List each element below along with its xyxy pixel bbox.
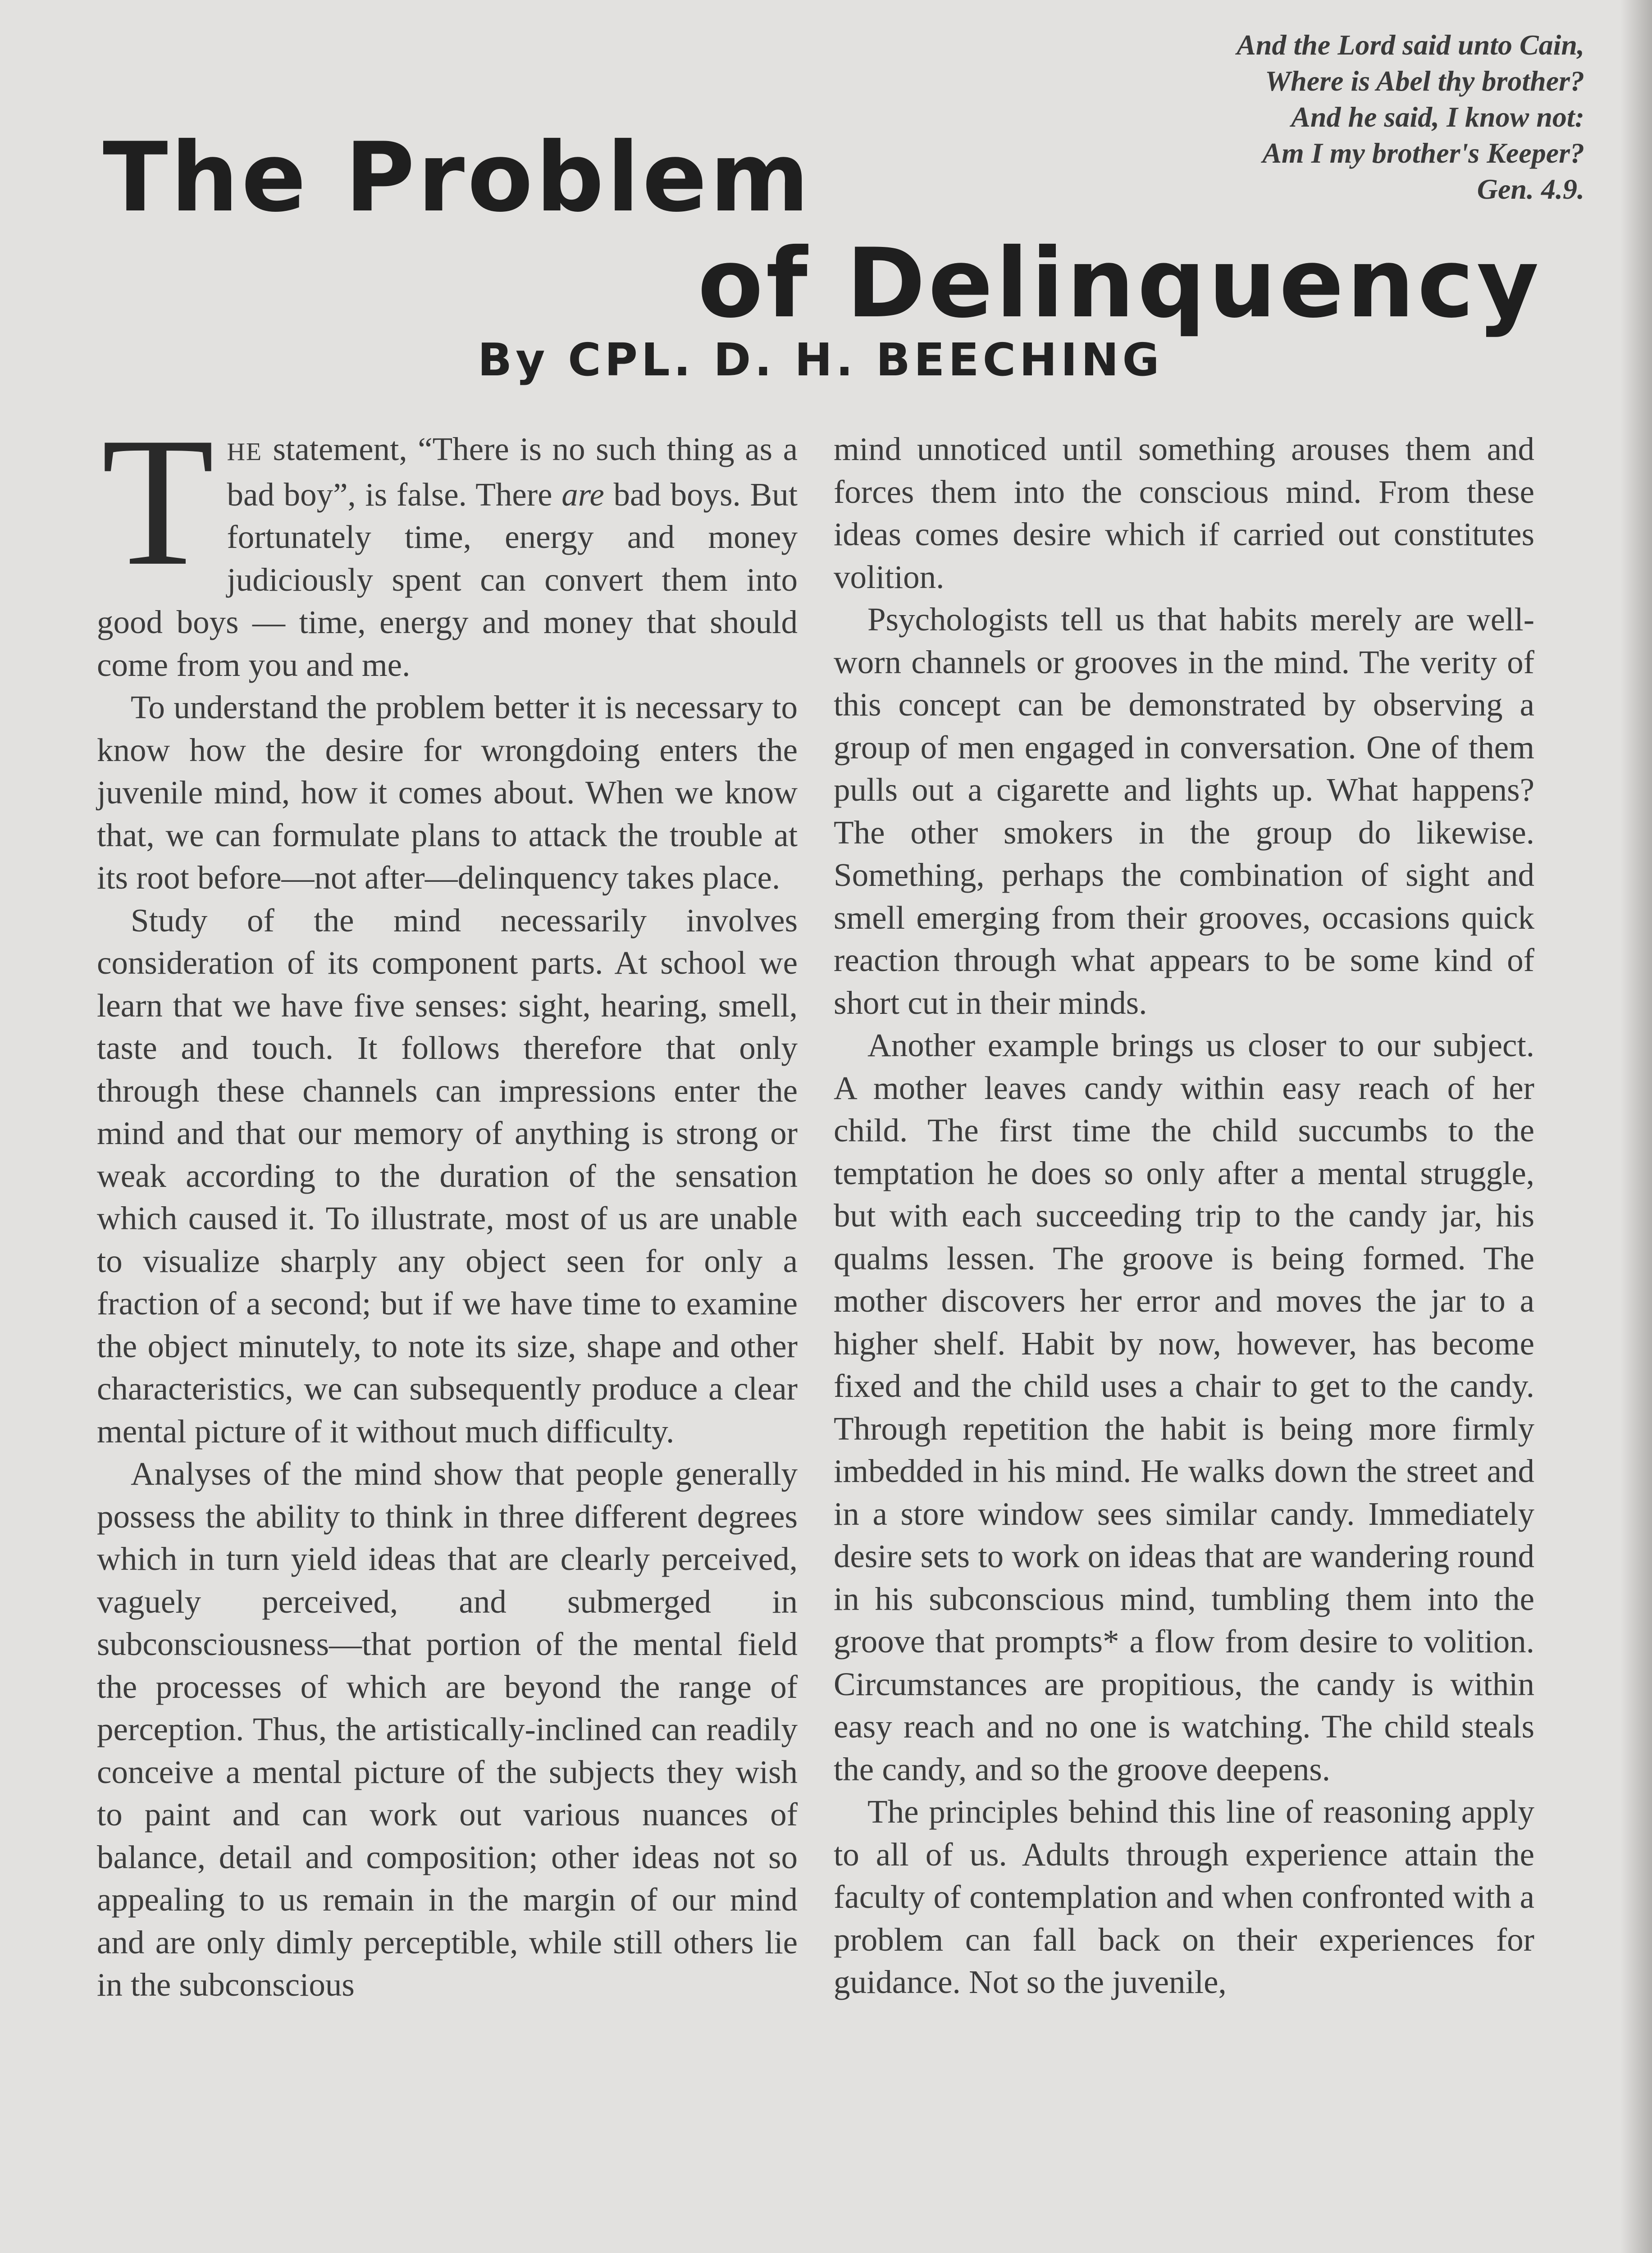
body-paragraph: Another example brings us closer to our subject. A mother leaves candy within easy reach of her child. The first time the child succumbs to the temptation he does so only after a mental struggle, but with each succeeding trip to the candy jar, his qualms lessen. The groove is being formed. The mother discovers her error and moves the jar to a higher shelf. Habit by now, however, has become fixed and the child uses a chair to get to the candy. Through repetition the habit is being more firmly imbedded in his mind. He walks down the street and in a store window sees similar candy. Immediately desire sets to work on ideas that are wandering round in his subconscious mind, tumbling them into the groove that prompts* a flow from desire to volition. Circumstances are propitious, the candy is within easy reach and no one is watching. The child steals the candy, and so the groove deepens. xyxy=(834,1027,1534,1788)
epigraph-line: Where is Abel thy brother? xyxy=(1265,65,1584,97)
opening-text: statement, “There is no such thing as a bad boy”, is false. There xyxy=(227,431,798,513)
epigraph-line: Am I my brother's Keeper? xyxy=(1262,137,1584,169)
byline: By CPL. D. H. BEECHING xyxy=(478,333,1163,386)
epigraph-citation: Gen. 4.9. xyxy=(1477,173,1584,205)
opening-text-tail: bad boys. But fortunately time, energy and money judiciously spent can convert them into good boys — time, energy and money that should come from you and me. xyxy=(97,476,798,683)
article-title-line-1: The Problem xyxy=(103,122,812,233)
body-paragraph: The principles behind this line of reasoning apply to all of us. Adults through experience attain the faculty of contemplation and when confronted with a problem can fall back on their experiences for guidance. Not so the juvenile, xyxy=(834,1793,1534,2000)
epigraph xyxy=(999,27,1584,207)
page-edge-shadow xyxy=(1620,0,1652,2253)
emphasis-text: are xyxy=(561,476,604,513)
drop-cap: T xyxy=(101,399,214,604)
opening-paragraph xyxy=(97,399,798,686)
body-paragraph: To understand the problem better it is necessary to know how the desire for wrongdoing enters the juvenile mind, how it comes about. When we know that, we can formulate plans to attack the trouble at its root before—not after—delinquency takes place. xyxy=(97,689,798,896)
article-title-line-2: of Delinquency xyxy=(698,228,1542,339)
epigraph-line: And he said, I know not: xyxy=(1291,101,1584,133)
body-paragraph: Analyses of the mind show that people generally possess the ability to think in three different degrees which in turn yield ideas that are clearly perceived, vaguely perceived, and submerged in subconsciousness—that portion of the mental field the processes of which are beyond the range of perception. Thus, the artistically-inclined can readily conceive a mental picture of the subjects they wish to paint and can work out various nuances of balance, detail and composition; other ideas not so appealing to us remain in the margin of our mind and are only dimly perceptible, while still others lie in the subconscious xyxy=(97,1455,798,2003)
body-paragraph: Psychologists tell us that habits merely are well-worn channels or grooves in the mind. The verity of this concept can be demonstrated by observing a group of men engaged in conversation. One of them pulls out a cigarette and lights up. What happens? The other smokers in the group do likewise. Something, perhaps the combination of sight and smell emerging from their grooves, occasions quick reaction through what appears to be some kind of short cut in their minds. xyxy=(834,601,1534,1021)
body-paragraph: Study of the mind necessarily involves consideration of its component parts. At school we learn that we have five senses: sight, hearing, smell, taste and touch. It follows therefore that only through these channels can impressions enter the mind and that our memory of anything is strong or weak according to the duration of the sensation which caused it. To illustrate, most of us are unable to visualize sharply any object seen for only a fraction of a second; but if we have time to examine the object minutely, to note its size, shape and other characteristics, we can subsequently produce a clear mental picture of it without much difficulty. xyxy=(97,902,798,1450)
epigraph-line: And the Lord said unto Cain, xyxy=(1237,29,1584,61)
continued-paragraph: mind unnoticed until something arouses them and forces them into the conscious mind. From these ideas comes desire which if carried out constitutes volition. xyxy=(834,431,1534,595)
left-column xyxy=(97,399,798,2007)
right-column xyxy=(834,428,1534,2004)
opening-smallcaps: HE xyxy=(227,438,263,466)
